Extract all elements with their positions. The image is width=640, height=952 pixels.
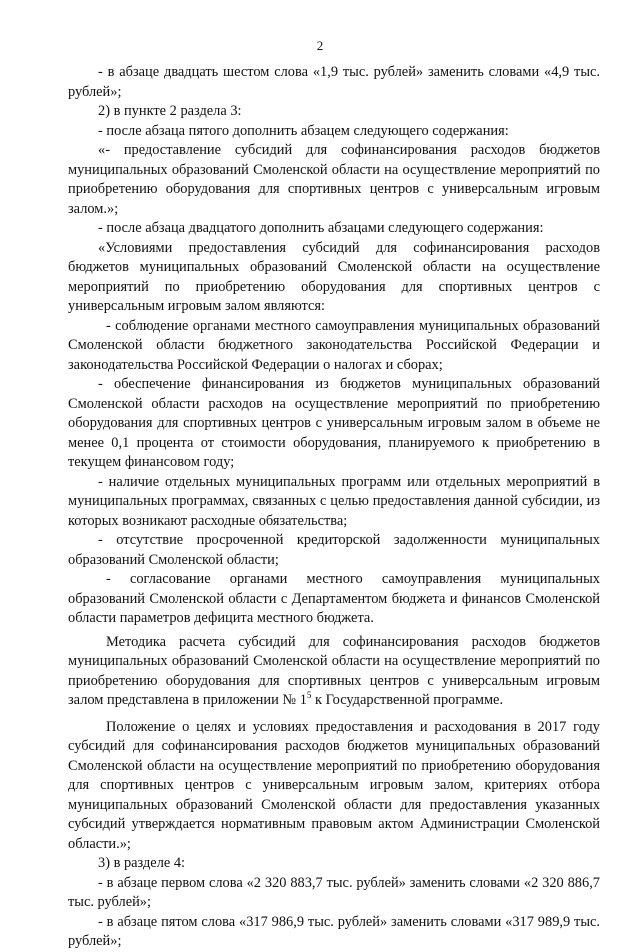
paragraph-replace-first: - в абзаце первом слова «2 320 883,7 тыс. рублей» заменить словами «2 320 886,7 тыс. рублей»; <box>68 874 600 910</box>
condition-item-financing: - обеспечение финансирования из бюджетов муниципальных образований Смоленской области расходов на осуществление мероприятий по приобретению оборудования для спортивных центров с универсальным игровым залом в объеме не менее 0,1 процента от стоимости оборудования, планируемого к приобретению в текущем финансовом году; <box>68 376 600 470</box>
paragraph-after-fifth: - после абзаца пятого дополнить абзацем следующего содержания: <box>98 122 509 139</box>
appendix-superscript: 5 <box>306 690 312 700</box>
paragraph-new-subsidy-item: «- предоставление субсидий для софинансирования расходов бюджетов муниципальных образований Смоленской области на осуществление мероприятий по приобретению оборудования для спортивных центров с универсальным игровым залом.»; <box>68 142 600 217</box>
paragraph-methodology <box>68 633 600 711</box>
paragraph-replace-26th: - в абзаце двадцать шестом слова «1,9 тыс. рублей» заменить словами «4,9 тыс. рублей»; <box>68 64 600 100</box>
condition-item-programs: - наличие отдельных муниципальных программ или отдельных мероприятий в муниципальных программах, связанных с целью предоставления данной субсидии, из которых возникают расходные обязательства; <box>68 473 600 529</box>
paragraph-section-4: 3) в разделе 4: <box>98 855 186 871</box>
methodology-tail: к Государственной программе. <box>311 692 504 708</box>
condition-item-legislation: - соблюдение органами местного самоуправления муниципальных образований Смоленской области бюджетного законодательства Российской Федерации и законодательства Российской Федерации о налогах и сборах; <box>68 317 600 373</box>
condition-item-deficit: - согласование органами местного самоуправления муниципальных образований Смоленской области с Департаментом бюджета и финансов Смоленской области параметров дефицита местного бюджета. <box>68 571 600 626</box>
document-body <box>68 63 600 952</box>
methodology-text: Методика расчета субсидий для софинансирования расходов бюджетов муниципальных образований Смоленской области на осуществление мероприятий по приобретению оборудования для спортивных центров с универсальным игровым залом представлена в приложении № 1 <box>68 633 600 708</box>
paragraph-regulation: Положение о целях и условиях предоставления и расходования в 2017 году субсидий для софинансирования расходов бюджетов муниципальных образований Смоленской области на осуществление мероприятий по приобретению оборудования для спортивных центров с универсальным игровым залом, критериях отбора муниципальных образований Смоленской области для предоставления указанных субсидий утверждается нормативным правовым актом Администрации Смоленской области.»; <box>68 718 600 852</box>
paragraph-after-twentieth: - после абзаца двадцатого дополнить абзацами следующего содержания: <box>98 220 544 236</box>
paragraph-conditions-intro: «Условиями предоставления субсидий для софинансирования расходов бюджетов муниципальных образований Смоленской области на осуществление мероприятий по приобретению оборудования для спортивных центров с универсальным игровым залом являются: <box>68 239 600 314</box>
page-number: 2 <box>316 38 324 53</box>
condition-item-no-debt: - отсутствие просроченной кредиторской задолженности муниципальных образований Смоленской области; <box>68 532 600 568</box>
paragraph-replace-fifth: - в абзаце пятом слова «317 986,9 тыс. рублей» заменить словами «317 989,9 тыс. рублей»; <box>68 913 600 949</box>
paragraph-point-2-section-3: 2) в пункте 2 раздела 3: <box>98 103 242 119</box>
